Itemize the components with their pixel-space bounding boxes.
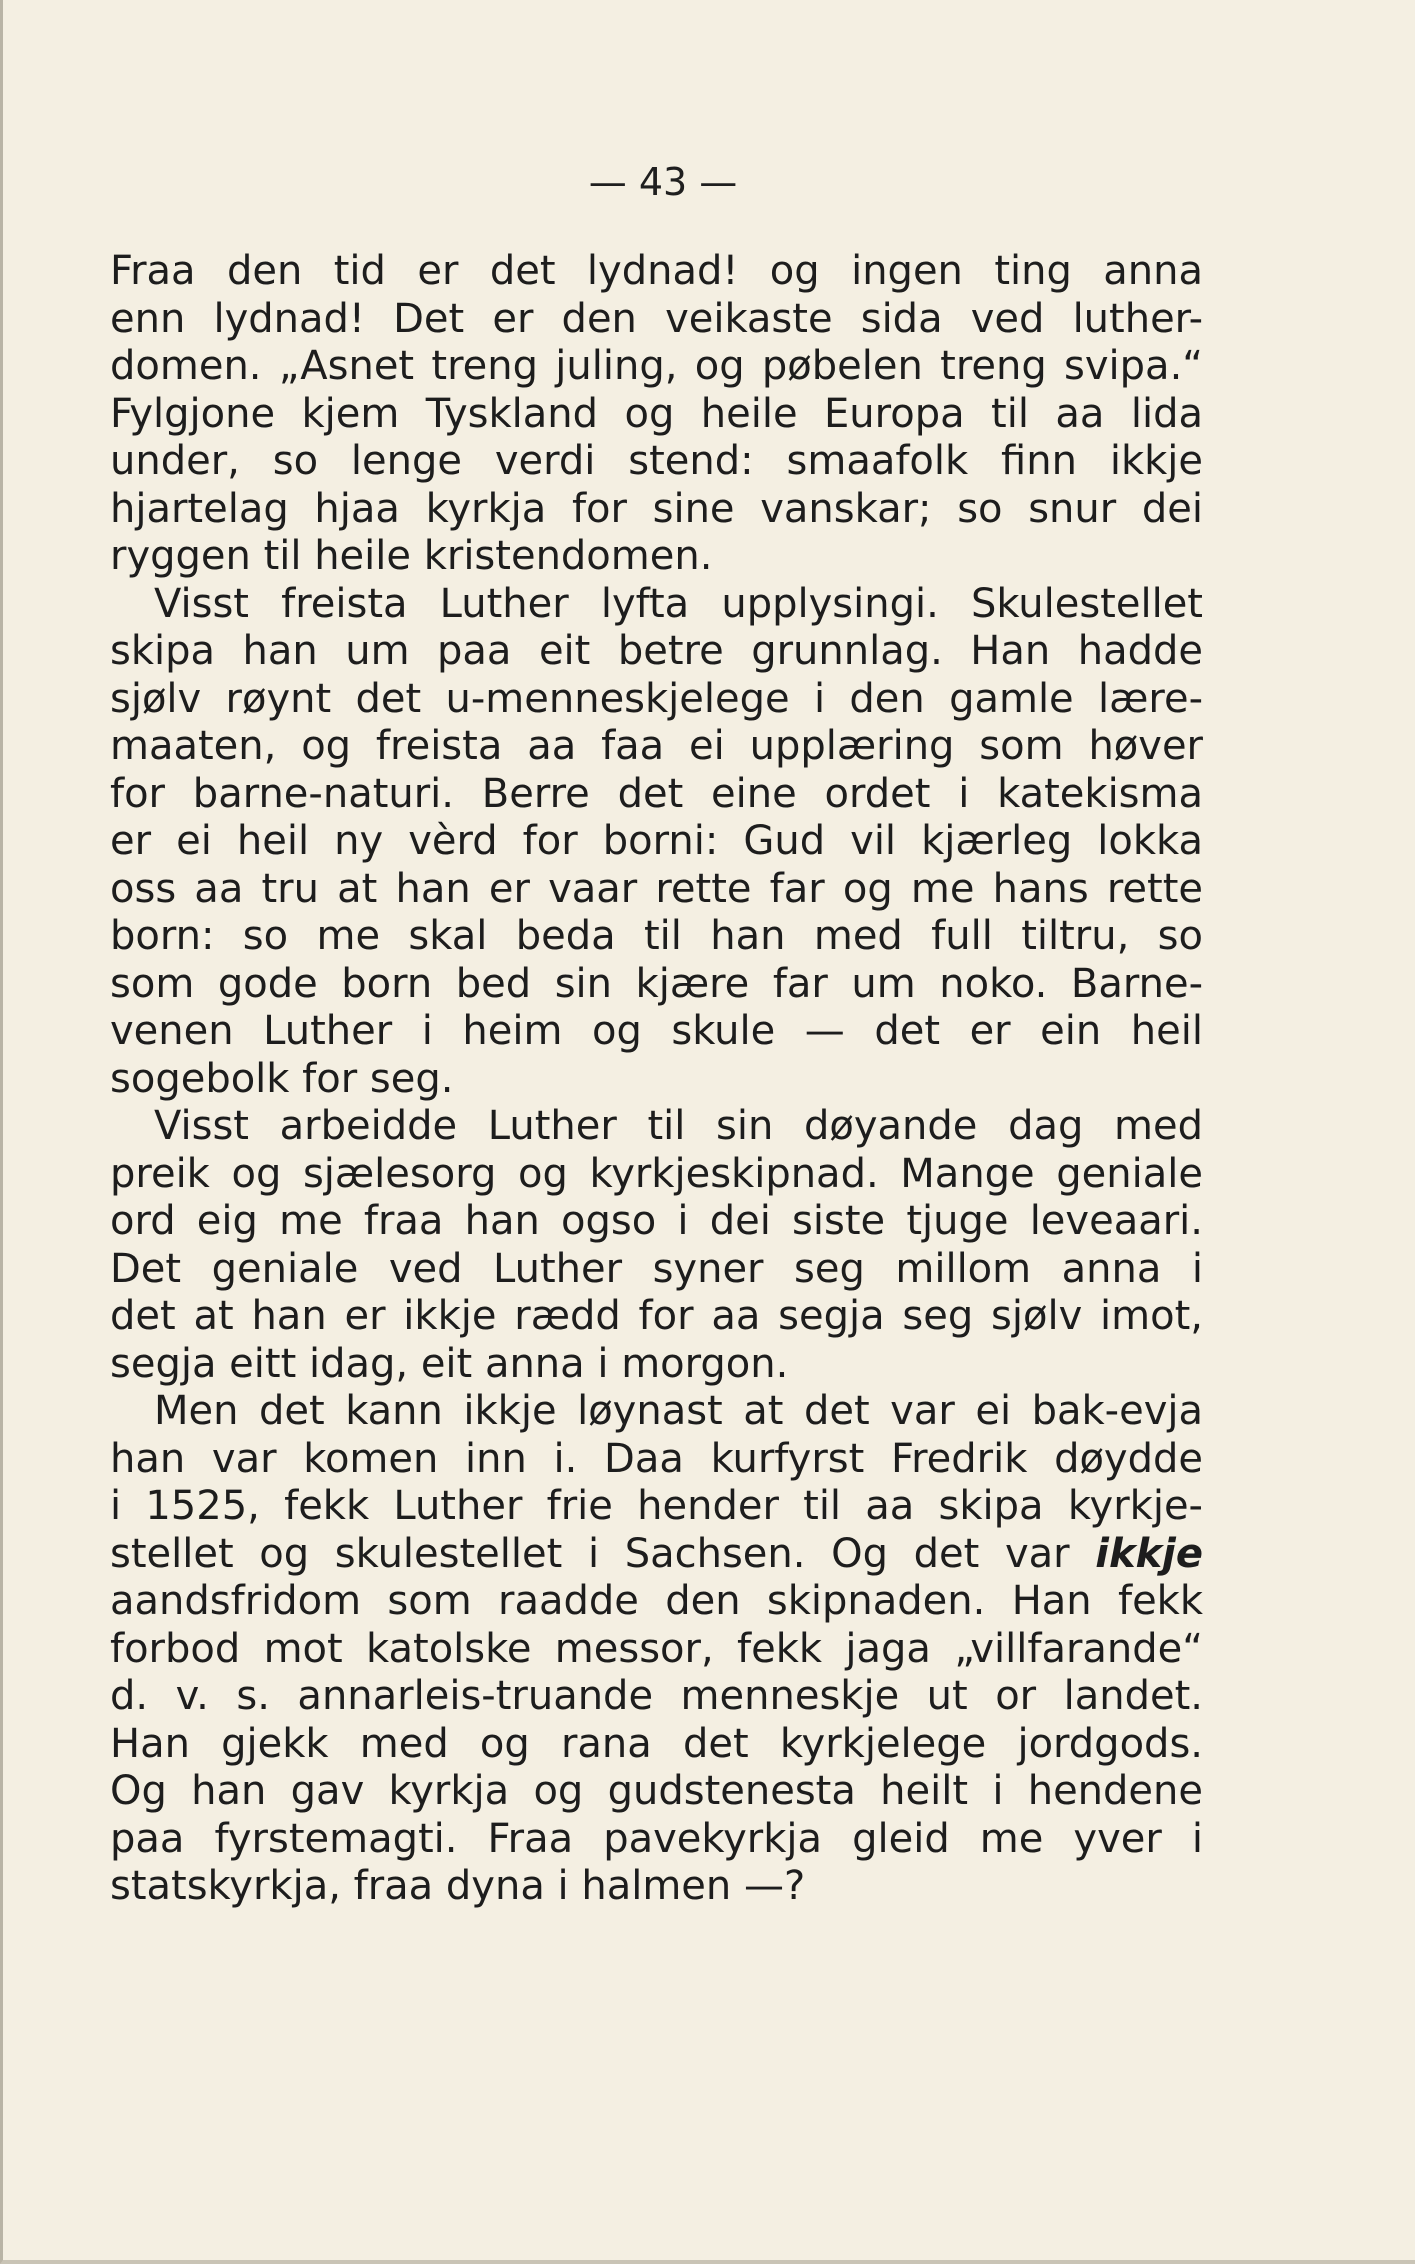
text-line: det at han er ikkje rædd for aa segja seg sjølv imot, — [110, 1293, 1203, 1339]
text-line: ord eig me fraa han ogso i dei siste tjuge leveaari. — [110, 1198, 1203, 1244]
text-line: preik og sjælesorg og kyrkjeskipnad. Mange geniale — [110, 1150, 1203, 1197]
text-line: forbod mot katolske messor, fekk jaga „villfarande“ — [110, 1625, 1203, 1672]
paragraph — [110, 581, 1203, 1104]
text-line: som gode born bed sin kjære far um noko. Barne- — [110, 960, 1203, 1007]
text-line: i 1525, fekk Luther frie hender til aa skipa kyrkje- — [110, 1483, 1203, 1529]
text-line: d. v. s. annarleis-truande menneskje ut or landet. — [110, 1673, 1203, 1719]
text-line: Fraa den tid er det lydnad! og ingen ting anna — [110, 248, 1203, 294]
text-line: born: so me skal beda til han med full tiltru, so — [110, 913, 1203, 959]
text-line: maaten, og freista aa faa ei upplæring som høver — [110, 723, 1203, 769]
text-line: skipa han um paa eit betre grunnlag. Han hadde — [110, 628, 1203, 674]
text-line: paa fyrstemagti. Fraa pavekyrkja gleid me yver i — [110, 1815, 1203, 1862]
text-line: segja eitt idag, eit anna i morgon. — [110, 1340, 789, 1387]
text-line: Visst arbeidde Luther til sin døyande dag med — [154, 1103, 1203, 1149]
text-line: Visst freista Luther lyfta upplysingi. Skulestellet — [154, 580, 1203, 627]
text-line: venen Luther i heim og skule — det er ein heil — [110, 1008, 1203, 1054]
text-line: sjølv røynt det u-menneskjelege i den gamle lære- — [110, 675, 1203, 722]
text-line: er ei heil ny vèrd for borni: Gud vil kjærleg lokka — [110, 818, 1203, 864]
paragraph — [110, 248, 1203, 581]
text-line: Og han gav kyrkja og gudstenesta heilt i hendene — [110, 1768, 1203, 1814]
paragraph — [110, 1388, 1203, 1911]
text-line: statskyrkja, fraa dyna i halmen —? — [110, 1863, 806, 1909]
body-text — [110, 248, 1203, 1911]
text-line: under, so lenge verdi stend: smaafolk finn ikkje — [110, 438, 1203, 484]
paragraph — [110, 1103, 1203, 1388]
page-number: — 43 — — [588, 160, 738, 204]
text-line: aandsfridom som raadde den skipnaden. Han fekk — [110, 1578, 1203, 1624]
text-line: for barne-naturi. Berre det eine ordet i katekisma — [110, 770, 1203, 817]
text-line: Fylgjone kjem Tyskland og heile Europa til aa lida — [110, 390, 1203, 437]
text-line: stellet og skulestellet i Sachsen. Og det var ikkje — [110, 1530, 1203, 1577]
text-line: sogebolk for seg. — [110, 1055, 454, 1102]
text-line: Men det kann ikkje løynast at det var ei bak-evja — [154, 1388, 1203, 1434]
text-line: han var komen inn i. Daa kurfyrst Fredrik døydde — [110, 1435, 1203, 1482]
text-line: enn lydnad! Det er den veikaste sida ved luther- — [110, 295, 1203, 342]
emphasized-word: ikkje — [1095, 1530, 1203, 1577]
text-line: domen. „Asnet treng juling, og pøbelen treng svipa.“ — [110, 343, 1203, 389]
text-line: Det geniale ved Luther syner seg millom anna i — [110, 1245, 1203, 1292]
text-line: Han gjekk med og rana det kyrkjelege jordgods. — [110, 1720, 1203, 1767]
text-line: ryggen til heile kristendomen. — [110, 533, 713, 579]
text-line: hjartelag hjaa kyrkja for sine vanskar; so snur dei — [110, 485, 1203, 532]
text-line: oss aa tru at han er vaar rette far og me hans rette — [110, 865, 1203, 912]
